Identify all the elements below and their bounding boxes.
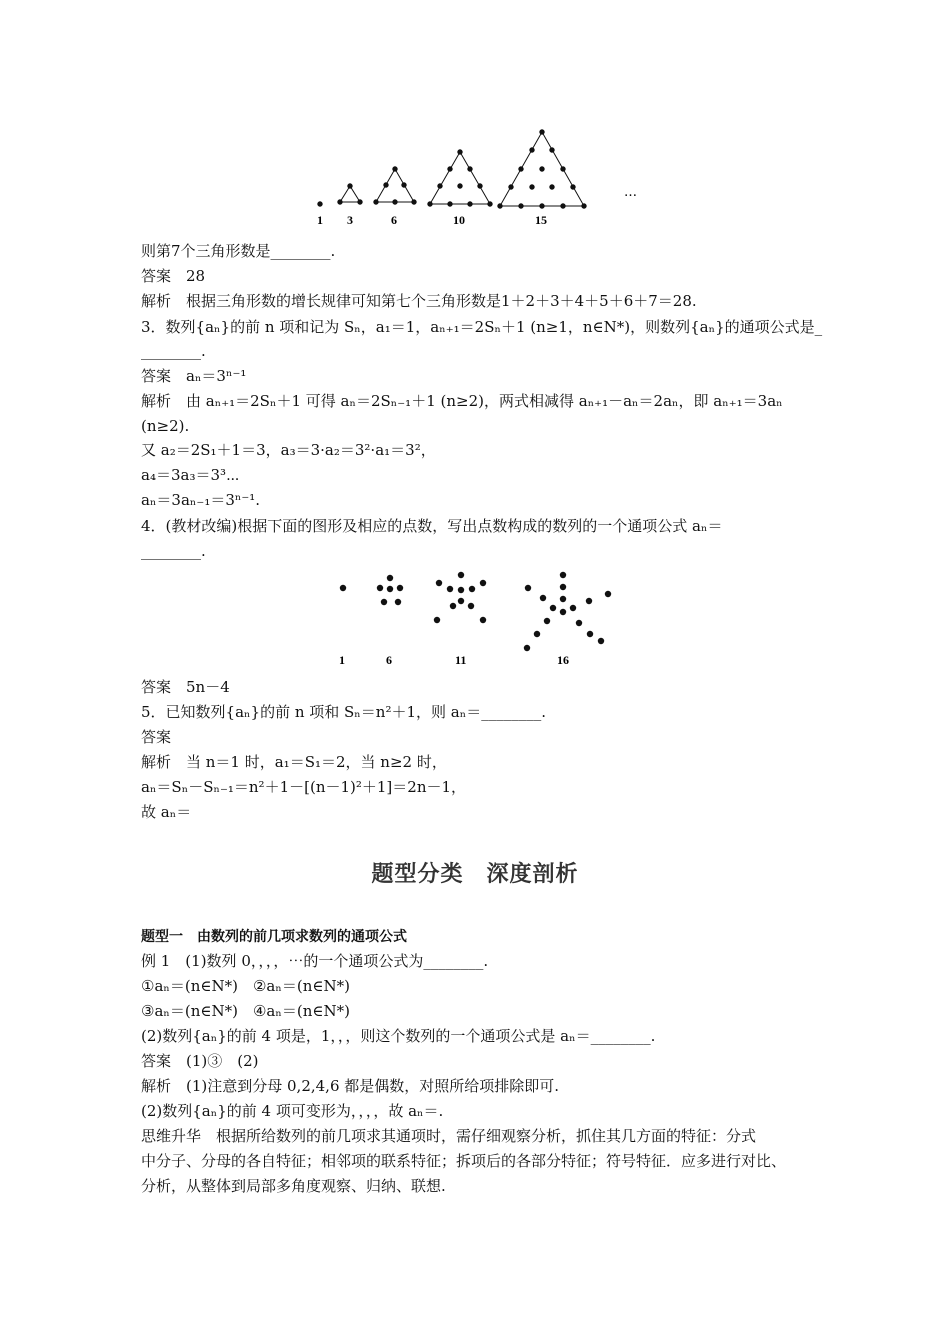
q5-line1: 5．已知数列{aₙ}的前 n 项和 Sₙ＝n²＋1，则 aₙ＝________. [141, 703, 546, 721]
type1-summary1: 思维升华 根据所给数列的前几项求其通项时，需仔细观察分析，抓住其几方面的特征：分式 [141, 1127, 757, 1145]
tri-label-3: 3 [347, 213, 353, 227]
q3-line2: ________. [141, 342, 206, 360]
star-label-1: 1 [339, 653, 345, 667]
star-label-6: 6 [386, 653, 392, 667]
triangular-numbers-figure [300, 122, 660, 230]
tri-ellipsis: … [624, 185, 637, 200]
q4-line2: ________. [141, 542, 206, 560]
type1-summary3: 分析，从整体到局部多角度观察、归纳、联想. [141, 1177, 446, 1195]
star-dots-figure [325, 568, 625, 670]
star-label-11: 11 [455, 653, 467, 667]
tri-label-1: 1 [317, 213, 323, 227]
q5-analysis3: 故 aₙ＝ [141, 803, 192, 821]
tri-label-15: 15 [535, 213, 547, 227]
type1-example1: 例 1 (1)数列 0，，，，⋯的一个通项公式为________. [141, 952, 489, 970]
q3-analysis5: aₙ＝3aₙ₋₁＝3ⁿ⁻¹. [141, 491, 261, 509]
q2-prompt: 则第7个三角形数是________. [141, 242, 336, 260]
q3-analysis1: 解析 由 aₙ₊₁＝2Sₙ＋1 可得 aₙ＝2Sₙ₋₁＋1 (n≥2)，两式相减得 aₙ₊₁－aₙ＝2aₙ，即 aₙ₊₁＝3aₙ [141, 392, 783, 410]
type1-title: 题型一 由数列的前几项求数列的通项公式 [141, 929, 407, 945]
q4-answer: 答案 5n－4 [141, 678, 230, 696]
q5-analysis2: aₙ＝Sₙ－Sₙ₋₁＝n²＋1－[(n－1)²＋1]＝2n－1， [141, 778, 467, 796]
tri-label-10: 10 [453, 213, 465, 227]
type1-analysis2: (2)数列{aₙ}的前 4 项可变形为，，，，故 aₙ＝. [141, 1102, 444, 1120]
q3-analysis2: (n≥2). [141, 417, 190, 435]
section-heading: 题型分类 深度剖析 [371, 862, 579, 887]
type1-example2: (2)数列{aₙ}的前 4 项是，1，，，则这个数列的一个通项公式是 aₙ＝________. [141, 1027, 656, 1045]
type1-summary2: 中分子、分母的各自特征；相邻项的联系特征；拆项后的各部分特征；符号特征．应多进行对比、 [141, 1152, 787, 1170]
tri-label-6: 6 [391, 213, 397, 227]
type1-answer: 答案 (1)③ (2) [141, 1052, 259, 1070]
q2-answer: 答案 28 [141, 267, 206, 285]
type1-options-1-2: ①aₙ＝(n∈N*) ②aₙ＝(n∈N*) [141, 977, 350, 995]
star-label-16: 16 [557, 653, 569, 667]
type1-options-3-4: ③aₙ＝(n∈N*) ④aₙ＝(n∈N*) [141, 1002, 350, 1020]
q3-answer: 答案 aₙ＝3ⁿ⁻¹ [141, 367, 247, 385]
q3-analysis4: a₄＝3a₃＝3³⋯ [141, 466, 240, 484]
q3-analysis3: 又 a₂＝2S₁＋1＝3，a₃＝3·a₂＝3²·a₁＝3²， [141, 441, 436, 459]
q2-analysis: 解析 根据三角形数的增长规律可知第七个三角形数是1＋2＋3＋4＋5＋6＋7＝28. [141, 292, 697, 310]
q4-line1: 4．(教材改编)根据下面的图形及相应的点数，写出点数构成的数列的一个通项公式 aₙ＝ [141, 517, 723, 535]
q5-analysis1: 解析 当 n＝1 时，a₁＝S₁＝2，当 n≥2 时， [141, 753, 447, 771]
q5-answer: 答案 [141, 728, 172, 746]
q3-line1: 3．数列{aₙ}的前 n 项和记为 Sₙ，a₁＝1，aₙ₊₁＝2Sₙ＋1 (n≥1，n∈N*)，则数列{aₙ}的通项公式是_ [141, 318, 823, 336]
type1-analysis1: 解析 (1)注意到分母 0,2,4,6 都是偶数，对照所给项排除即可. [141, 1077, 560, 1095]
